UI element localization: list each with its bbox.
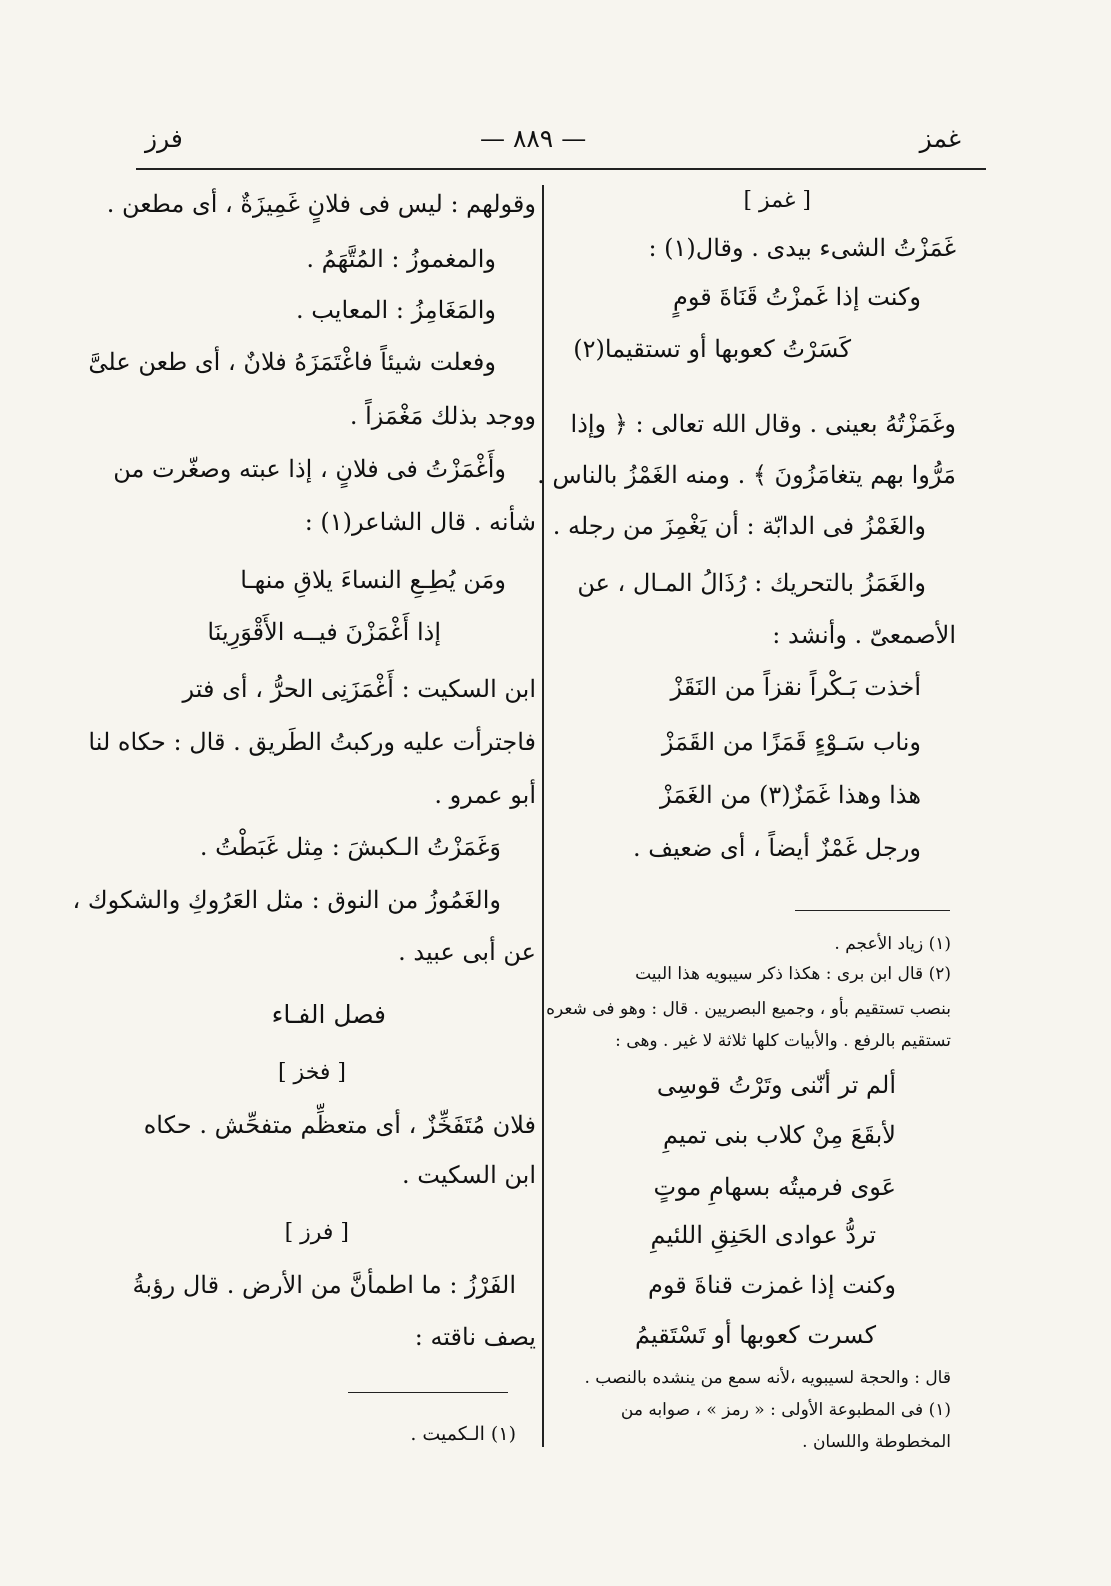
text-line: وغَمَزْتُهُ بعينى . وقال الله تعالى : ﴿ وإذا <box>570 410 956 438</box>
footnote: (١) الـكميت . <box>410 1423 516 1445</box>
text-line: والمغموزُ : المُتَّهَمُ . <box>306 245 496 273</box>
text-line: والغَمَزُ بالتحريك : رُذَالُ المـال ، عن <box>577 569 926 597</box>
footnote-verse: كسرت كعوبها أو تَسْتَقيمُ <box>635 1321 876 1349</box>
footnote: المخطوطة واللسان . <box>802 1432 951 1452</box>
footnote-verse: ألم تر أنّنى وتَرْتُ قوسِى <box>656 1071 896 1099</box>
entry-heading: [ فخز ] <box>277 1060 346 1085</box>
text-line: والمَغَامِزُ : المعايب . <box>295 296 496 324</box>
verse-line: كَسَرْتُ كعوبها أو تستقيما(٢) <box>573 335 851 363</box>
text-line: والغَمْزُ فى الدابّة : أن يَغْمِزَ من رجله . <box>552 512 926 540</box>
text-line: عن أبى عبيد . <box>398 938 536 966</box>
header-left-word: فرز <box>145 124 183 153</box>
footnote: (١) فى المطبوعة الأولى : « رمز » ، صوابه من <box>620 1400 951 1420</box>
footnote-rule <box>795 910 950 911</box>
footnote-verse: وكنت إذا غمزت قناةَ قوم <box>648 1271 896 1299</box>
text-line: فلان مُتَفَخِّزٌ ، أى متعظِّم متفحِّش . حكاه <box>143 1111 536 1139</box>
text-line: فاجترأت عليه وركبتُ الطَريق . قال : حكاه لنا <box>88 728 536 756</box>
footnote-verse: لأبقَعَ مِنْ كلاب بنى تميمِ <box>663 1121 896 1149</box>
footnote: (٢) قال ابن برى : هكذا ذكر سيبويه هذا البيت <box>635 964 951 984</box>
entry-heading: [ غمز ] <box>743 188 811 213</box>
verse-line: وناب سَـوْءٍ قَمَزًا من القَمَزْ <box>661 728 921 756</box>
verse-line: إذا أَغْمَزْنَ فيــه الأَقْوَرِينَا <box>207 618 441 646</box>
text-line: الفَرْزُ : ما اطمأنَّ من الأرض . قال رؤبةُ <box>132 1271 516 1299</box>
text-line: ابن السكيت . <box>402 1161 536 1189</box>
verse-line: وكنت إذا غَمزْتُ قَنَاةَ قومٍ <box>673 283 921 311</box>
footnote-verse: تردُّ عوادى الحَنِقِ اللئيمِ <box>650 1221 876 1249</box>
page-number: — ٨٨٩ — <box>480 124 587 153</box>
footnote-verse: عَوى فرميتُه بسهامِ موتٍ <box>653 1173 896 1201</box>
text-line: ابن السكيت : أَغْمَزَنِى الحرُّ ، أى فتر <box>182 675 536 703</box>
footnote: بنصب تستقيم بأو ، وجميع البصريين . قال : وهو فى شعره <box>546 999 951 1019</box>
text-line: وقولهم : ليس فى فلانٍ غَمِيزَةٌ ، أى مطعن . <box>106 190 536 218</box>
footnote: قال : والحجة لسيبويه ،لأنه سمع من ينشده بالنصب . <box>584 1368 951 1388</box>
text-line: ورجل غَمْزٌ أيضاً ، أى ضعيف . <box>633 834 921 862</box>
column-divider <box>542 185 544 1447</box>
entry-heading: [ فرز ] <box>284 1220 349 1245</box>
footnote: (١) زياد الأعجم . <box>834 934 951 954</box>
footnote: تستقيم بالرفع . والأبيات كلها ثلاثة لا غير . وهى : <box>615 1031 951 1051</box>
text-line: غَمَزْتُ الشىء بيدى . وقال(١) : <box>648 234 956 262</box>
verse-line: أخذت بَـكْراً نقزاً من النَقَزْ <box>670 673 921 701</box>
text-line: وأَغْمَزْتُ فى فلانٍ ، إذا عبته وصغّرت من <box>113 455 506 483</box>
text-line: شأنه . قال الشاعر(١) : <box>304 508 536 536</box>
text-line: الأصمعىّ . وأنشد : <box>772 621 956 649</box>
text-line: يصف ناقته : <box>414 1323 536 1351</box>
text-line: وفعلت شيئاً فاغْتَمَزَهُ فلانٌ ، أى طعن علىَّ <box>88 348 496 376</box>
verse-line: ومَن يُطِـعِ النساءَ يلاقِ منهـا <box>240 566 506 594</box>
text-line: وَغَمَزْتُ الـكبشَ : مِثل غَبَطْتُ . <box>199 833 501 861</box>
section-heading: فصل الفـاء <box>271 1000 386 1029</box>
header-right-word: غمز <box>919 124 961 153</box>
text-line: أبو عمرو . <box>434 781 536 809</box>
footnote-rule <box>348 1392 508 1393</box>
header-rule <box>136 168 986 170</box>
text-line: والغَمُوزُ من النوق : مثل العَرُوكِ والشكوك ، <box>72 886 501 914</box>
verse-line: هذا وهذا غَمَزٌ(٣) من الغَمَزْ <box>659 781 921 809</box>
text-line: ووجد بذلك مَغْمَزاً . <box>349 402 536 430</box>
text-line: مَرُّوا بهم يتغامَزُونَ ﴾ . ومنه الغَمْزُ بالناس . <box>537 461 956 489</box>
